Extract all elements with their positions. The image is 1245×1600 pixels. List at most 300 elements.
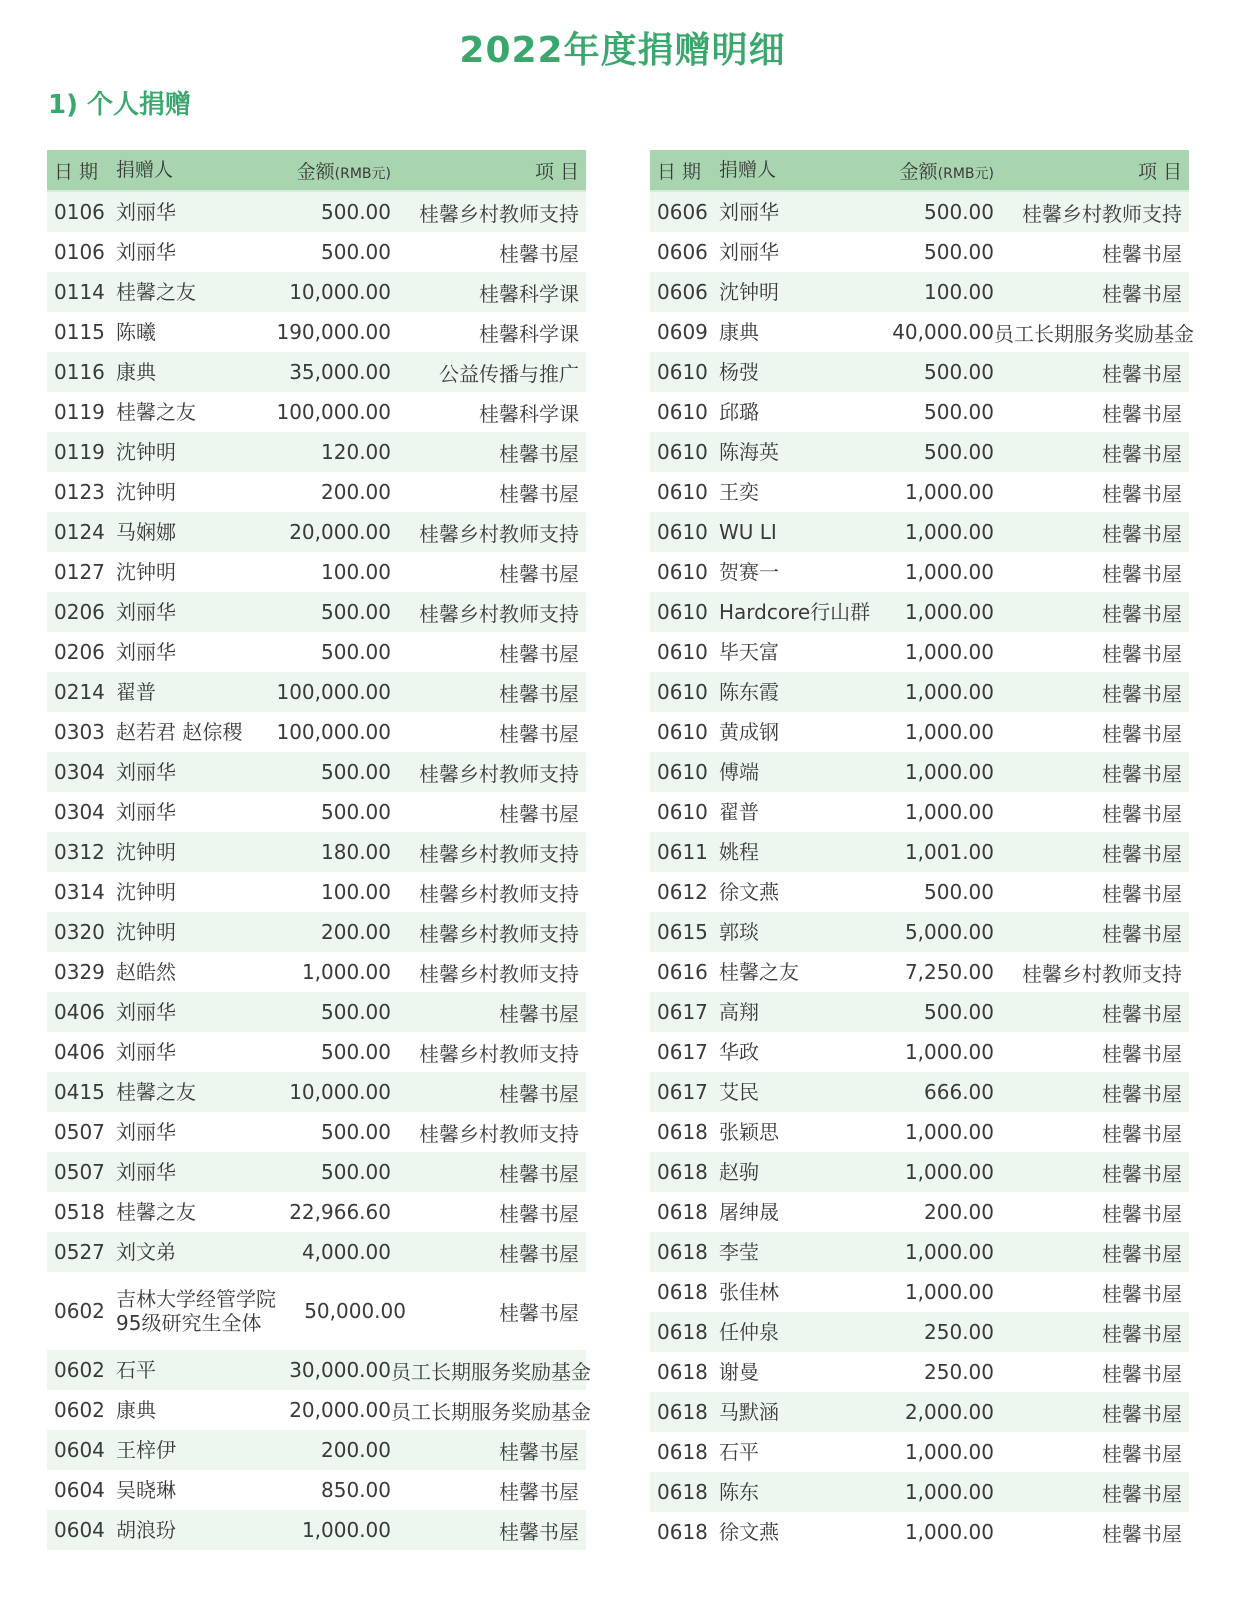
row-donor: 艾民	[719, 1080, 759, 1104]
table-row	[650, 1352, 1189, 1392]
row-project: 桂馨书屋	[1102, 721, 1182, 746]
table-row	[47, 1350, 591, 1390]
table-row	[650, 432, 1189, 472]
row-date: 0610	[657, 560, 708, 584]
row-donor: 沈钟明	[719, 280, 779, 304]
row-project: 桂馨书屋	[1102, 1001, 1182, 1026]
row-project: 桂馨书屋	[1102, 441, 1182, 466]
row-project: 桂馨乡村教师支持	[419, 521, 579, 546]
row-date: 0610	[657, 760, 708, 784]
row-date: 0618	[657, 1360, 708, 1384]
row-amount: 35,000.00	[289, 360, 391, 384]
table-row	[47, 432, 586, 472]
row-date: 0617	[657, 1040, 708, 1064]
row-amount: 10,000.00	[289, 1080, 391, 1104]
table-row	[650, 512, 1189, 552]
row-project: 桂馨书屋	[1102, 761, 1182, 786]
row-donor: 谢曼	[719, 1360, 759, 1384]
row-date: 0320	[54, 920, 105, 944]
row-project: 桂馨乡村教师支持	[419, 1041, 579, 1066]
row-amount: 500.00	[321, 640, 391, 664]
table-row	[47, 1232, 586, 1272]
row-amount: 1,000.00	[904, 1280, 994, 1304]
table-row	[47, 1510, 586, 1550]
header-amount-label: 金额	[899, 160, 938, 183]
header-donor: 捐赠人	[116, 159, 174, 181]
row-date: 0415	[54, 1080, 105, 1104]
row-project: 桂馨书屋	[1102, 401, 1182, 426]
row-donor: 徐文燕	[719, 880, 779, 904]
table-row	[650, 472, 1189, 512]
table-row	[650, 592, 1189, 632]
table-row	[650, 192, 1189, 232]
row-project: 桂馨书屋	[499, 481, 579, 506]
row-donor: 赵若君 赵倧稷	[116, 720, 243, 744]
section-heading: 1) 个人捐赠	[48, 90, 192, 120]
row-project: 桂馨书屋	[1102, 801, 1182, 826]
row-date: 0610	[657, 680, 708, 704]
row-amount: 500.00	[321, 1000, 391, 1024]
table-row	[47, 392, 586, 432]
row-project: 桂馨书屋	[1102, 1121, 1182, 1146]
table-row	[47, 1192, 586, 1232]
row-date: 0604	[54, 1438, 105, 1462]
row-date: 0123	[54, 480, 105, 504]
row-date: 0206	[54, 640, 105, 664]
row-date: 0604	[54, 1518, 105, 1542]
row-date: 0304	[54, 760, 105, 784]
table-row	[650, 1232, 1189, 1272]
row-date: 0612	[657, 880, 708, 904]
row-amount: 500.00	[321, 200, 391, 224]
row-project: 桂馨书屋	[1102, 1401, 1182, 1426]
row-date: 0206	[54, 600, 105, 624]
row-date: 0610	[657, 800, 708, 824]
row-project: 员工长期服务奖励基金	[994, 321, 1194, 346]
row-date: 0602	[54, 1358, 105, 1382]
table-row	[47, 1430, 586, 1470]
row-project: 桂馨书屋	[499, 1161, 579, 1186]
row-amount: 200.00	[924, 1200, 994, 1224]
row-date: 0106	[54, 240, 105, 264]
row-donor: 陈东	[719, 1480, 759, 1504]
row-project: 桂馨科学课	[479, 321, 579, 346]
row-project: 桂馨书屋	[499, 641, 579, 666]
row-date: 0610	[657, 440, 708, 464]
row-donor: 桂馨之友	[116, 280, 196, 304]
row-donor: 王奕	[719, 480, 759, 504]
donation-table-left	[47, 150, 591, 1550]
row-amount: 40,000.00	[892, 320, 994, 344]
table-row	[47, 832, 586, 872]
header-amount	[879, 157, 994, 184]
row-project: 桂馨乡村教师支持	[419, 881, 579, 906]
row-date: 0606	[657, 280, 708, 304]
row-project: 桂馨书屋	[1102, 361, 1182, 386]
row-donor: 杨弢	[719, 360, 759, 384]
row-donor: 康典	[116, 1398, 156, 1422]
row-donor: 沈钟明	[116, 560, 176, 584]
row-donor: 傅端	[719, 760, 759, 784]
row-donor: 马娴娜	[116, 520, 176, 544]
table-row	[650, 1512, 1189, 1552]
row-date: 0602	[54, 1299, 105, 1323]
row-amount: 7,250.00	[904, 960, 994, 984]
row-date: 0615	[657, 920, 708, 944]
table-row	[47, 992, 586, 1032]
row-donor: 石平	[116, 1358, 156, 1382]
table-row	[47, 512, 586, 552]
row-project: 桂馨书屋	[1102, 1441, 1182, 1466]
row-amount: 500.00	[924, 440, 994, 464]
row-date: 0527	[54, 1240, 105, 1264]
row-date: 0406	[54, 1000, 105, 1024]
row-amount: 666.00	[924, 1080, 994, 1104]
row-date: 0618	[657, 1240, 708, 1264]
table-row	[650, 712, 1189, 752]
row-amount: 100,000.00	[276, 400, 391, 424]
row-donor: 吉林大学经管学院95级研究生全体	[116, 1287, 276, 1335]
row-project: 桂馨书屋	[499, 1241, 579, 1266]
row-date: 0618	[657, 1280, 708, 1304]
row-project: 桂馨书屋	[1102, 921, 1182, 946]
table-row	[47, 752, 586, 792]
table-row	[47, 232, 586, 272]
row-project: 员工长期服务奖励基金	[391, 1399, 591, 1424]
row-project: 桂馨书屋	[1102, 481, 1182, 506]
row-date: 0314	[54, 880, 105, 904]
row-donor: 翟普	[116, 680, 156, 704]
row-project: 桂馨书屋	[1102, 1161, 1182, 1186]
row-donor: 刘丽华	[719, 200, 779, 224]
table-row	[650, 1272, 1189, 1312]
table-row	[650, 232, 1189, 272]
row-date: 0114	[54, 280, 105, 304]
table-row	[650, 792, 1189, 832]
row-amount: 1,000.00	[904, 760, 994, 784]
table-row	[47, 592, 586, 632]
table-row	[47, 1470, 586, 1510]
row-project: 桂馨书屋	[1102, 601, 1182, 626]
table-row	[47, 632, 586, 672]
row-donor: 贺赛一	[719, 560, 779, 584]
row-amount: 500.00	[321, 600, 391, 624]
table-header	[47, 150, 586, 192]
table-row	[650, 832, 1189, 872]
row-date: 0618	[657, 1160, 708, 1184]
row-date: 0611	[657, 840, 708, 864]
row-date: 0606	[657, 200, 708, 224]
row-date: 0610	[657, 360, 708, 384]
row-amount: 500.00	[924, 200, 994, 224]
row-donor: 胡浪玢	[116, 1518, 176, 1542]
row-date: 0610	[657, 640, 708, 664]
table-row	[650, 1112, 1189, 1152]
row-date: 0617	[657, 1000, 708, 1024]
row-date: 0610	[657, 600, 708, 624]
table-row	[47, 1390, 591, 1430]
row-date: 0119	[54, 440, 105, 464]
row-project: 桂馨书屋	[1102, 1361, 1182, 1386]
row-amount: 120.00	[321, 440, 391, 464]
row-amount: 1,000.00	[904, 720, 994, 744]
row-donor: 陈东霞	[719, 680, 779, 704]
header-date: 日 期	[54, 160, 99, 183]
row-donor: 沈钟明	[116, 920, 176, 944]
row-amount: 200.00	[321, 1438, 391, 1462]
row-amount: 1,000.00	[904, 600, 994, 624]
row-date: 0312	[54, 840, 105, 864]
row-project: 桂馨书屋	[499, 441, 579, 466]
row-donor: 李莹	[719, 1240, 759, 1264]
row-amount: 500.00	[924, 240, 994, 264]
row-amount: 250.00	[924, 1320, 994, 1344]
row-amount: 20,000.00	[289, 1398, 391, 1422]
row-project: 桂馨书屋	[499, 241, 579, 266]
table-row	[650, 552, 1189, 592]
row-donor: 刘文弟	[116, 1240, 176, 1264]
row-project: 桂馨书屋	[499, 1081, 579, 1106]
row-project: 桂馨书屋	[499, 721, 579, 746]
row-date: 0618	[657, 1480, 708, 1504]
row-amount: 100.00	[321, 880, 391, 904]
row-donor: 郭琰	[719, 920, 759, 944]
row-project: 桂馨乡村教师支持	[1022, 201, 1182, 226]
row-project: 桂馨乡村教师支持	[419, 1121, 579, 1146]
row-project: 桂馨书屋	[1102, 281, 1182, 306]
table-row	[650, 632, 1189, 672]
row-donor: Hardcore行山群	[719, 600, 871, 624]
row-amount: 190,000.00	[276, 320, 391, 344]
table-row	[47, 1032, 586, 1072]
row-date: 0116	[54, 360, 105, 384]
table-body	[47, 192, 591, 1550]
row-project: 员工长期服务奖励基金	[391, 1359, 591, 1384]
row-amount: 10,000.00	[289, 280, 391, 304]
row-donor: 刘丽华	[116, 800, 176, 824]
row-date: 0610	[657, 400, 708, 424]
header-project: 项 目	[1137, 160, 1182, 183]
row-donor: 桂馨之友	[116, 400, 196, 424]
row-donor: 邱璐	[719, 400, 759, 424]
row-donor: 黄成钢	[719, 720, 779, 744]
table-row	[650, 1472, 1189, 1512]
row-date: 0602	[54, 1398, 105, 1422]
table-body	[650, 192, 1194, 1552]
header-amount-label: 金额	[296, 160, 335, 183]
row-project: 桂馨书屋	[1102, 1241, 1182, 1266]
row-date: 0618	[657, 1320, 708, 1344]
row-project: 桂馨乡村教师支持	[1022, 961, 1182, 986]
row-date: 0618	[657, 1120, 708, 1144]
row-date: 0507	[54, 1160, 105, 1184]
row-date: 0610	[657, 520, 708, 544]
row-donor: 刘丽华	[116, 760, 176, 784]
donation-table-right	[650, 150, 1194, 1552]
page-title: 2022年度捐赠明细	[459, 30, 786, 71]
row-amount: 1,000.00	[904, 1120, 994, 1144]
row-donor: 华政	[719, 1040, 759, 1064]
row-donor: 刘丽华	[116, 240, 176, 264]
row-amount: 4,000.00	[301, 1240, 391, 1264]
row-amount: 500.00	[924, 360, 994, 384]
row-donor: 毕天富	[719, 640, 779, 664]
row-amount: 500.00	[924, 400, 994, 424]
row-amount: 50,000.00	[304, 1299, 406, 1323]
table-row	[650, 672, 1189, 712]
row-amount: 1,000.00	[301, 1518, 391, 1542]
row-project: 桂馨乡村教师支持	[419, 921, 579, 946]
row-donor: 桂馨之友	[116, 1080, 196, 1104]
row-donor: 康典	[719, 320, 759, 344]
row-project: 桂馨书屋	[1102, 1081, 1182, 1106]
row-donor: 沈钟明	[116, 880, 176, 904]
row-amount: 100.00	[924, 280, 994, 304]
row-project: 桂馨乡村教师支持	[419, 841, 579, 866]
row-amount: 1,000.00	[301, 960, 391, 984]
header-donor: 捐赠人	[719, 159, 777, 181]
row-donor: 任仲泉	[719, 1320, 779, 1344]
row-date: 0610	[657, 720, 708, 744]
row-amount: 500.00	[321, 1160, 391, 1184]
row-amount: 1,000.00	[904, 1160, 994, 1184]
table-row	[47, 1072, 586, 1112]
row-donor: 王梓伊	[116, 1438, 176, 1462]
row-project: 桂馨书屋	[499, 1439, 579, 1464]
table-row	[47, 712, 586, 752]
row-donor: 翟普	[719, 800, 759, 824]
row-amount: 1,000.00	[904, 560, 994, 584]
row-amount: 20,000.00	[289, 520, 391, 544]
row-date: 0329	[54, 960, 105, 984]
row-project: 桂馨乡村教师支持	[419, 961, 579, 986]
table-row	[47, 312, 586, 352]
header-amount-unit: (RMB元)	[334, 165, 391, 182]
row-project: 桂馨书屋	[1102, 641, 1182, 666]
row-date: 0618	[657, 1400, 708, 1424]
row-donor: 徐文燕	[719, 1520, 779, 1544]
row-project: 桂馨书屋	[1102, 1481, 1182, 1506]
row-amount: 500.00	[321, 1040, 391, 1064]
row-date: 0604	[54, 1478, 105, 1502]
row-donor: 吴晓琳	[116, 1478, 176, 1502]
row-project: 桂馨书屋	[1102, 1041, 1182, 1066]
row-date: 0616	[657, 960, 708, 984]
row-amount: 22,966.60	[289, 1200, 391, 1224]
table-row	[650, 992, 1189, 1032]
row-project: 桂馨书屋	[1102, 841, 1182, 866]
table-row	[650, 352, 1189, 392]
table-row	[650, 1032, 1189, 1072]
row-project: 桂馨书屋	[1102, 881, 1182, 906]
row-amount: 500.00	[321, 240, 391, 264]
row-project: 桂馨书屋	[499, 1519, 579, 1544]
table-row	[650, 312, 1194, 352]
table-header	[650, 150, 1189, 192]
row-donor: WU LI	[719, 520, 777, 544]
row-donor: 桂馨之友	[719, 960, 799, 984]
row-date: 0518	[54, 1200, 105, 1224]
row-donor: 桂馨之友	[116, 1200, 196, 1224]
row-amount: 100.00	[321, 560, 391, 584]
table-row	[650, 872, 1189, 912]
row-amount: 1,000.00	[904, 640, 994, 664]
row-project: 桂馨书屋	[1102, 1521, 1182, 1546]
row-project: 桂馨书屋	[499, 681, 579, 706]
row-donor: 刘丽华	[116, 1120, 176, 1144]
row-project: 桂馨书屋	[1102, 681, 1182, 706]
row-date: 0617	[657, 1080, 708, 1104]
row-donor: 石平	[719, 1440, 759, 1464]
row-donor: 姚程	[719, 840, 759, 864]
table-row	[47, 1112, 586, 1152]
row-amount: 1,000.00	[904, 1480, 994, 1504]
table-row	[650, 752, 1189, 792]
row-donor: 刘丽华	[719, 240, 779, 264]
row-project: 桂馨书屋	[499, 561, 579, 586]
row-amount: 1,000.00	[904, 680, 994, 704]
row-date: 0609	[657, 320, 708, 344]
row-donor: 沈钟明	[116, 840, 176, 864]
row-project: 桂馨书屋	[1102, 241, 1182, 266]
table-row	[47, 1152, 586, 1192]
row-donor: 沈钟明	[116, 440, 176, 464]
row-donor: 刘丽华	[116, 1160, 176, 1184]
row-project: 桂馨乡村教师支持	[419, 601, 579, 626]
row-amount: 30,000.00	[289, 1358, 391, 1382]
header-amount-unit: (RMB元)	[937, 165, 994, 182]
row-project: 公益传播与推广	[439, 361, 579, 386]
table-row	[47, 192, 586, 232]
row-project: 桂馨书屋	[1102, 1321, 1182, 1346]
row-amount: 500.00	[924, 1000, 994, 1024]
row-amount: 500.00	[321, 1120, 391, 1144]
table-row	[47, 1272, 586, 1350]
row-date: 0124	[54, 520, 105, 544]
row-project: 桂馨书屋	[499, 1479, 579, 1504]
table-row	[650, 1152, 1189, 1192]
row-amount: 1,000.00	[904, 1240, 994, 1264]
table-row	[650, 1192, 1189, 1232]
row-project: 桂馨乡村教师支持	[419, 761, 579, 786]
row-amount: 200.00	[321, 920, 391, 944]
header-date: 日 期	[657, 160, 702, 183]
row-amount: 500.00	[321, 760, 391, 784]
row-project: 桂馨书屋	[1102, 521, 1182, 546]
table-row	[47, 912, 586, 952]
row-project: 桂馨书屋	[1102, 1281, 1182, 1306]
row-donor: 刘丽华	[116, 640, 176, 664]
row-date: 0618	[657, 1520, 708, 1544]
row-donor: 马默涵	[719, 1400, 779, 1424]
row-amount: 1,000.00	[904, 1440, 994, 1464]
row-donor: 屠绅晟	[719, 1200, 779, 1224]
table-row	[650, 1312, 1189, 1352]
table-row	[650, 1072, 1189, 1112]
row-donor: 赵驹	[719, 1160, 759, 1184]
table-row	[47, 472, 586, 512]
row-donor: 赵皓然	[116, 960, 176, 984]
row-date: 0507	[54, 1120, 105, 1144]
table-row	[47, 792, 586, 832]
table-row	[650, 1392, 1189, 1432]
table-row	[47, 552, 586, 592]
row-amount: 100,000.00	[276, 720, 391, 744]
row-amount: 1,001.00	[904, 840, 994, 864]
row-date: 0610	[657, 480, 708, 504]
row-date: 0618	[657, 1200, 708, 1224]
row-amount: 1,000.00	[904, 1520, 994, 1544]
